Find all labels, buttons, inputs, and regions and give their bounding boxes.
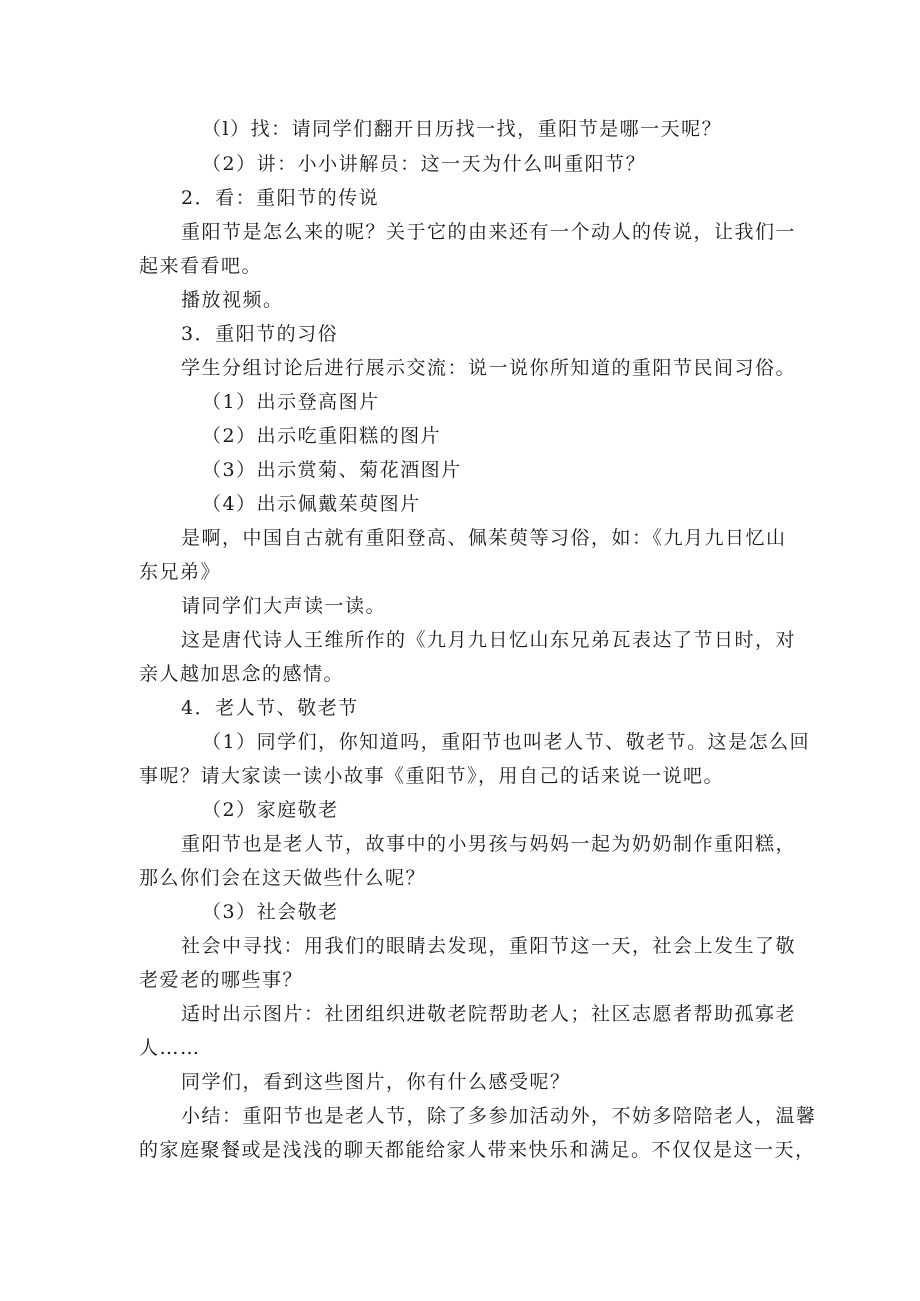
- text-line: 重阳节是怎么来的呢？关于它的由来还有一个动人的传说，让我们一: [181, 221, 797, 243]
- text-line: 重阳节也是老人节，故事中的小男孩与妈妈一起为奶奶制作重阳糕，: [181, 833, 797, 855]
- text-line: 起来看看吧。: [139, 255, 263, 277]
- list-item: （4）出示佩戴茱萸图片: [202, 493, 421, 515]
- text-line: 人……: [139, 1037, 201, 1059]
- text-line: 亲人越加思念的感情。: [139, 663, 345, 685]
- list-item: （2）家庭敬老: [202, 799, 339, 821]
- text-line: 学生分组讨论后进行展示交流：说一说你所知道的重阳节民间习俗。: [181, 357, 797, 379]
- list-item: （3）出示赏菊、菊花酒图片: [202, 459, 462, 481]
- text-line: 东兄弟》: [139, 561, 222, 583]
- text-line: （1）同学们，你知道吗，重阳节也叫老人节、敬老节。这是怎么回: [202, 731, 811, 753]
- section-heading: 2．看：重阳节的传说: [181, 187, 380, 209]
- text-line: 小结：重阳节也是老人节，除了多参加活动外，不妨多陪陪老人，温馨: [181, 1105, 817, 1127]
- text-line: （l）找：请同学们翻开日历找一找，重阳节是哪一天呢？: [202, 118, 723, 140]
- text-line: 的家庭聚餐或是浅浅的聊天都能给家人带来快乐和满足。不仅仅是这一天，: [139, 1139, 816, 1161]
- text-line: 这是唐代诗人王维所作的《九月九日忆山东兄弟瓦表达了节日时，对: [181, 629, 797, 651]
- text-line: 播放视频。: [181, 289, 284, 311]
- text-line: 那么你们会在这天做些什么呢？: [139, 867, 427, 889]
- section-heading: 4．老人节、敬老节: [181, 697, 359, 719]
- text-line: 适时出示图片：社团组织进敬老院帮助老人；社区志愿者帮助孤寡老: [181, 1003, 797, 1025]
- list-item: （2）出示吃重阳糕的图片: [202, 425, 442, 447]
- text-line: 同学们，看到这些图片，你有什么感受呢？: [181, 1071, 571, 1093]
- list-item: （3）社会敬老: [202, 901, 339, 923]
- text-line: 社会中寻找：用我们的眼睛去发现，重阳节这一天，社会上发生了敬: [181, 935, 797, 957]
- text-line: 老爱老的哪些事？: [139, 969, 304, 991]
- text-line: 请同学们大声读一读。: [181, 595, 387, 617]
- text-line: 事呢？请大家读一读小故事《重阳节》，用自己的话来说一说吧。: [139, 765, 725, 787]
- text-line: 是啊，中国自古就有重阳登高、佩茱萸等习俗，如：《九月九日忆山: [181, 527, 787, 549]
- section-heading: 3．重阳节的习俗: [181, 323, 339, 345]
- list-item: （1）出示登高图片: [202, 391, 380, 413]
- text-line: （2）讲：小小讲解员：这一天为什么叫重阳节？: [202, 153, 647, 175]
